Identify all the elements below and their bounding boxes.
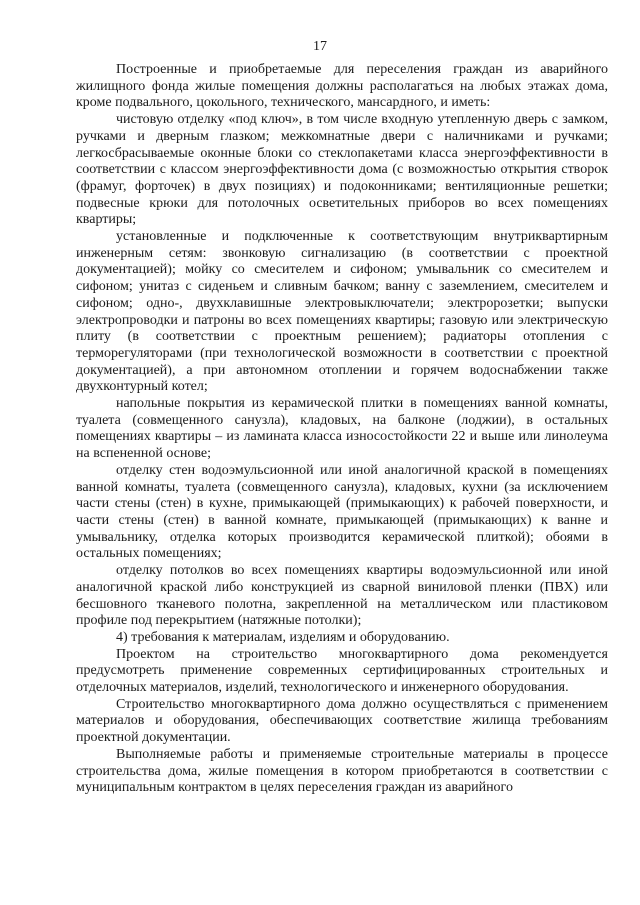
paragraph-construction-compliance: Строительство многоквартирного дома должно осуществляться с применением материалов и оборудования, обеспечивающих соответствие жилища требованиям проектной документации.: [76, 696, 608, 746]
paragraph-materials-heading: 4) требования к материалам, изделиям и оборудованию.: [116, 629, 450, 645]
paragraph-ceiling-finishing: отделку потолков во всех помещениях квартиры водоэмульсионной или иной аналогичной краской либо конструкцией из сварной виниловой пленки (ПВХ) или бесшовного тканевого полотна, закрепленной на металлическом или пластиковом профиле под перекрытием (натяжные потолки);: [76, 563, 608, 629]
paragraph-project-materials: Проектом на строительство многоквартирного дома рекомендуется предусмотреть применение современных сертифицированных строительных и отделочных материалов, изделий, технологического и инженерного оборудования.: [76, 646, 608, 696]
paragraph-wall-finishing: отделку стен водоэмульсионной или иной аналогичной краской в помещениях ванной комнаты, туалета (совмещенного санузла), кладовых, кухни (за исключением части стены (стен) в кухне, примыкающей (примыкающих) к рабочей поверхности, и части стены (стен) в ванной комнате, примыкающей (примыкающих) к ванне и умывальнику, отделка которых производится керамической плиткой); обоями в остальных помещениях;: [76, 462, 608, 562]
paragraph-finishing: чистовую отделку «под ключ», в том числе входную утепленную дверь с замком, ручками и дверным глазком; межкомнатные двери с наличниками и ручками; легкосбрасываемые оконные блоки со стеклопакетами класса энергоэффективности в соответствии с классом энергоэффективности дома (с возможностью открытия створок (фрамуг, форточек) в двух позициях) и подоконниками; вентиляционные решетки; подвесные крюки для потолочных осветительных приборов во всех помещениях квартиры;: [76, 112, 608, 228]
paragraph-housing-requirements: Построенные и приобретаемые для переселения граждан из аварийного жилищного фонда жилые помещения должны располагаться на любых этажах дома, кроме подвального, цокольного, технического, мансардного, и иметь:: [76, 62, 608, 111]
document-body: [76, 62, 608, 797]
paragraph-engineering-networks: установленные и подключенные к соответствующим внутриквартирным инженерным сетям: звонковую сигнализацию (в соответствии с проектной документацией); мойку со смесителем и сифоном; умывальник со смесителем и сифоном; унитаз с сиденьем и сливным бачком; ванну с заземлением, смесителем и сифоном; одно-, двухклавишные электровыключатели; электророзетки; выпуски электропроводки и патроны во всех помещениях квартиры; газовую или электрическую плиту (в соответствии с проектным решением); радиаторы отопления с терморегуляторами (при технологической возможности в соответствии с проектной документацией), а при автономном отоплении и горячем водоснабжении также двухконтурный котел;: [76, 229, 608, 395]
page-number: 17: [313, 39, 327, 54]
paragraph-floor-coverings: напольные покрытия из керамической плитки в помещениях ванной комнаты, туалета (совмещенного санузла), кладовых, на балконе (лоджии), в остальных помещениях квартиры – из ламината класса износостойкости 22 и выше или линолеума на вспененной основе;: [76, 396, 608, 462]
paragraph-works-materials: Выполняемые работы и применяемые строительные материалы в процессе строительства дома, жилые помещения в котором приобретаются в соответствии с муниципальным контрактом в целях переселения граждан из аварийного: [76, 746, 608, 796]
